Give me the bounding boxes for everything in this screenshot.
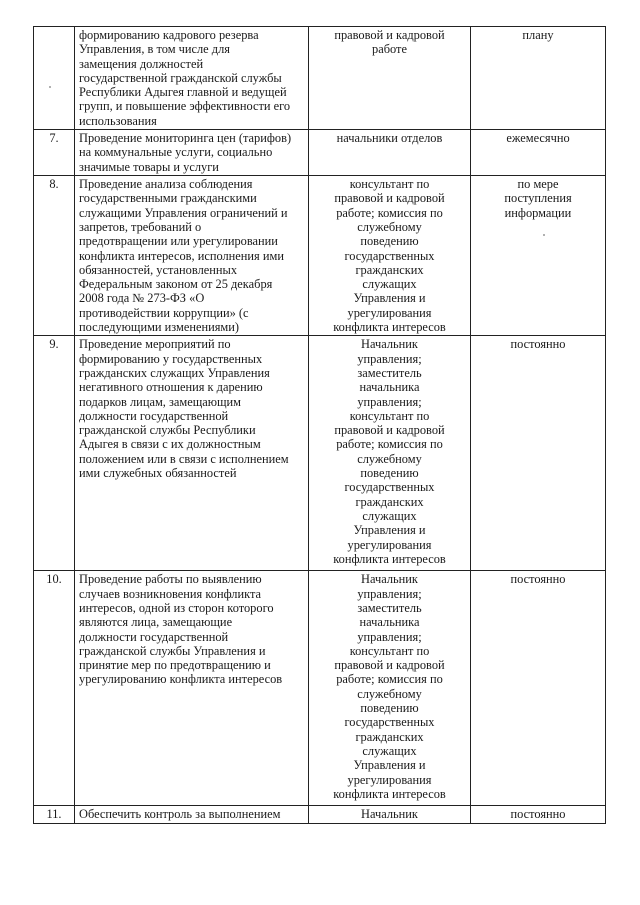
term-cell — [471, 571, 606, 806]
term-text: постоянно — [510, 807, 566, 822]
term-cell — [471, 336, 606, 571]
scan-speck — [49, 86, 51, 88]
activity-text: Проведение анализа соблюдения государственными гражданскими служащими Управления ограничений и запретов, требований о предотвращении или урегулировании конфликта интересов, исполнения ими обязанностей, установленных Федеральным законом от 25 декабря 2008 года № 273-ФЗ «О противодействии коррупции» (с последующими изменениями) — [79, 177, 288, 335]
row-number: 7. — [49, 131, 59, 146]
activity-cell — [75, 176, 309, 336]
activity-cell — [75, 806, 309, 823]
term-text: по мере поступления информации — [504, 177, 572, 220]
term-cell — [471, 27, 606, 130]
row-number-cell — [34, 571, 75, 806]
activity-cell — [75, 130, 309, 176]
term-text: плану — [522, 28, 554, 42]
activity-text: формированию кадрового резерва Управления, в том числе для замещения должностей государственной гражданской службы Республики Адыгея главной и ведущей групп, и повышение эффективности его использования — [79, 28, 291, 128]
term-text: постоянно — [510, 337, 566, 352]
activity-cell — [75, 571, 309, 806]
row-number-cell — [34, 130, 75, 176]
row-number: 8. — [49, 177, 59, 192]
responsible-text: правовой и кадровой работе — [334, 28, 445, 57]
responsible-text: Начальник управления; заместитель начальника управления; консультант по правовой и кадровой работе; комиссия по служебному поведению государственных гражданских служащих Управления и урегулирования конфликта интересов — [333, 337, 446, 566]
table-row — [34, 27, 606, 130]
table-row — [34, 806, 606, 823]
activity-cell — [75, 336, 309, 571]
activity-text: Проведение мониторинга цен (тарифов) на коммунальные услуги, социально значимые товары и услуги — [79, 131, 292, 174]
responsible-cell — [309, 336, 471, 571]
table-row — [34, 571, 606, 806]
term-text: постоянно — [510, 572, 566, 587]
table-row — [34, 176, 606, 336]
row-number: 11. — [46, 807, 62, 822]
term-cell — [471, 176, 606, 336]
responsible-cell — [309, 27, 471, 130]
responsible-text: консультант по правовой и кадровой работе; комиссия по служебному поведению государственных гражданских служащих Управления и урегулирования конфликта интересов — [333, 177, 446, 335]
activity-text: Обеспечить контроль за выполнением — [79, 807, 281, 822]
table-row — [34, 130, 606, 176]
activity-text: Проведение работы по выявлению случаев возникновения конфликта интересов, одной из сторон которого являются лица, замещающие должности государственной гражданской службы Управления и принятие мер по предотвращению и урегулированию конфликта интересов — [79, 572, 283, 687]
row-number-cell — [34, 27, 75, 130]
responsible-text: Начальник — [361, 807, 418, 822]
row-number-cell — [34, 806, 75, 823]
term-cell — [471, 806, 606, 823]
responsible-cell — [309, 571, 471, 806]
row-number: 9. — [49, 337, 59, 352]
activity-text: Проведение мероприятий по формированию у государственных гражданских служащих Управления негативного отношения к дарению подарков лицам, замещающим должности государственной гражданской службы Республики Адыгея в связи с их должностным положением или в связи с исполнением ими служебных обязанностей — [79, 337, 289, 481]
responsible-text: начальники отделов — [336, 131, 443, 146]
anticorruption-plan-table — [33, 26, 606, 824]
row-number-cell — [34, 336, 75, 571]
term-text: ежемесячно — [506, 131, 570, 146]
term-cell — [471, 130, 606, 176]
row-number: 10. — [46, 572, 62, 587]
responsible-text: Начальник управления; заместитель начальника управления; консультант по правовой и кадровой работе; комиссия по служебному поведению государственных гражданских служащих Управления и урегулирования конфликта интересов — [333, 572, 446, 801]
responsible-cell — [309, 130, 471, 176]
activity-cell — [75, 27, 309, 130]
responsible-cell — [309, 176, 471, 336]
table-row — [34, 336, 606, 571]
row-number-cell — [34, 176, 75, 336]
responsible-cell — [309, 806, 471, 823]
scan-speck — [543, 234, 545, 236]
